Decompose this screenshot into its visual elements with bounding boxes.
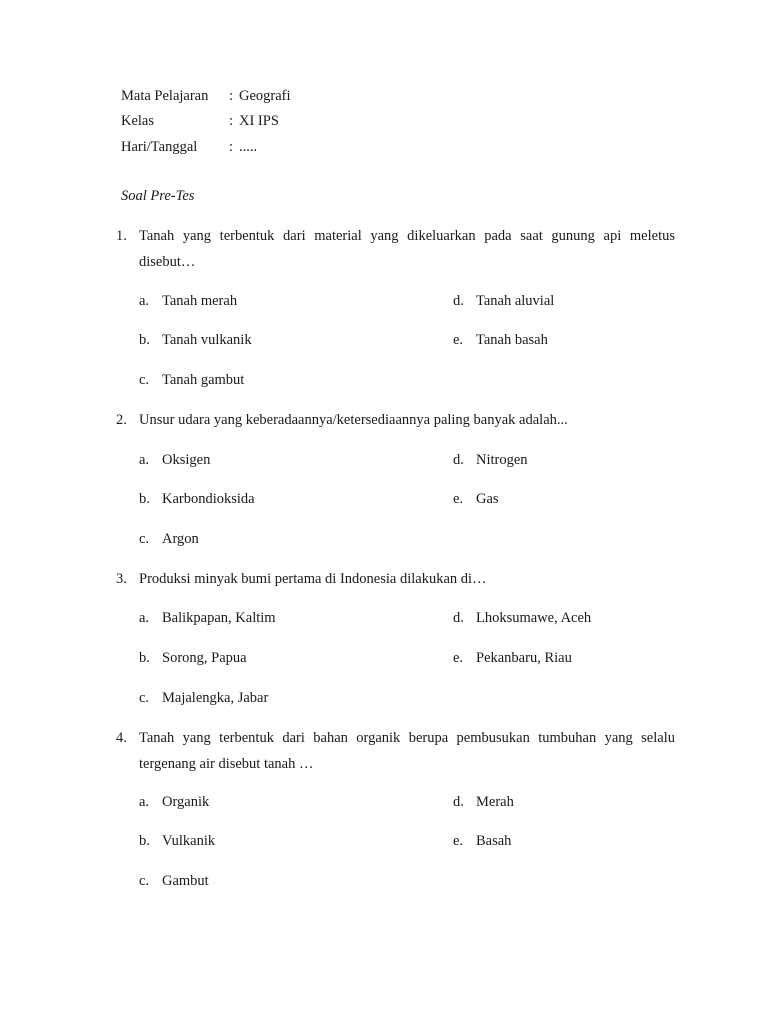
option-letter: e. (453, 491, 464, 507)
option-letter: d. (453, 293, 464, 309)
option-letter: a. (139, 293, 150, 309)
date-colon: : (229, 139, 234, 155)
option-letter: e. (453, 332, 464, 348)
option-letter: b. (139, 650, 150, 666)
option-text: Tanah merah (162, 293, 238, 309)
subject-colon: : (229, 88, 234, 104)
option-text: Sorong, Papua (162, 650, 247, 666)
subject-value: Geografi (239, 88, 291, 104)
option-letter: d. (453, 452, 464, 468)
option-text: Pekanbaru, Riau (476, 650, 572, 666)
option-text: Gambut (162, 873, 209, 889)
date-label: Hari/Tanggal (121, 139, 198, 155)
option-text: Balikpapan, Kaltim (162, 610, 276, 626)
option-letter: e. (453, 650, 464, 666)
class-colon: : (229, 113, 234, 129)
question-number: 1. (116, 228, 127, 244)
option-text: Gas (476, 491, 499, 507)
option-letter: a. (139, 794, 150, 810)
option-text: Oksigen (162, 452, 211, 468)
option-letter: c. (139, 372, 150, 388)
option-letter: a. (139, 610, 150, 626)
question-number: 4. (116, 730, 127, 746)
question-text: Tanah yang terbentuk dari material yang dikeluarkan pada saat gunung api meletus disebut… (139, 228, 675, 270)
option-text: Majalengka, Jabar (162, 690, 269, 706)
subject-label: Mata Pelajaran (121, 88, 209, 104)
question-text: Tanah yang terbentuk dari bahan organik berupa pembusukan tumbuhan yang selalu tergenang air disebut tanah … (139, 730, 675, 772)
option-text: Tanah aluvial (476, 293, 555, 309)
option-letter: a. (139, 452, 150, 468)
option-text: Merah (476, 794, 514, 810)
option-text: Tanah vulkanik (162, 332, 252, 348)
option-text: Lhoksumawe, Aceh (476, 610, 592, 626)
option-letter: c. (139, 873, 150, 889)
option-letter: e. (453, 833, 464, 849)
question-number: 3. (116, 571, 127, 587)
question-text: Produksi minyak bumi pertama di Indonesia dilakukan di… (139, 571, 487, 587)
option-letter: d. (453, 794, 464, 810)
option-text: Tanah basah (476, 332, 548, 348)
option-text: Karbondioksida (162, 491, 255, 507)
option-text: Argon (162, 531, 199, 547)
question-text: Unsur udara yang keberadaannya/ketersediaannya paling banyak adalah... (139, 412, 568, 428)
option-text: Tanah gambut (162, 372, 245, 388)
class-value: XI IPS (239, 113, 279, 129)
section-title: Soal Pre-Tes (121, 188, 195, 204)
option-text: Nitrogen (476, 452, 528, 468)
question-number: 2. (116, 412, 127, 428)
option-text: Vulkanik (162, 833, 216, 849)
class-label: Kelas (121, 113, 155, 129)
option-letter: c. (139, 531, 150, 547)
option-letter: d. (453, 610, 464, 626)
option-letter: b. (139, 833, 150, 849)
option-text: Organik (162, 794, 210, 810)
option-text: Basah (476, 833, 512, 849)
option-letter: b. (139, 491, 150, 507)
date-value: ..... (239, 139, 258, 155)
option-letter: b. (139, 332, 150, 348)
option-letter: c. (139, 690, 150, 706)
